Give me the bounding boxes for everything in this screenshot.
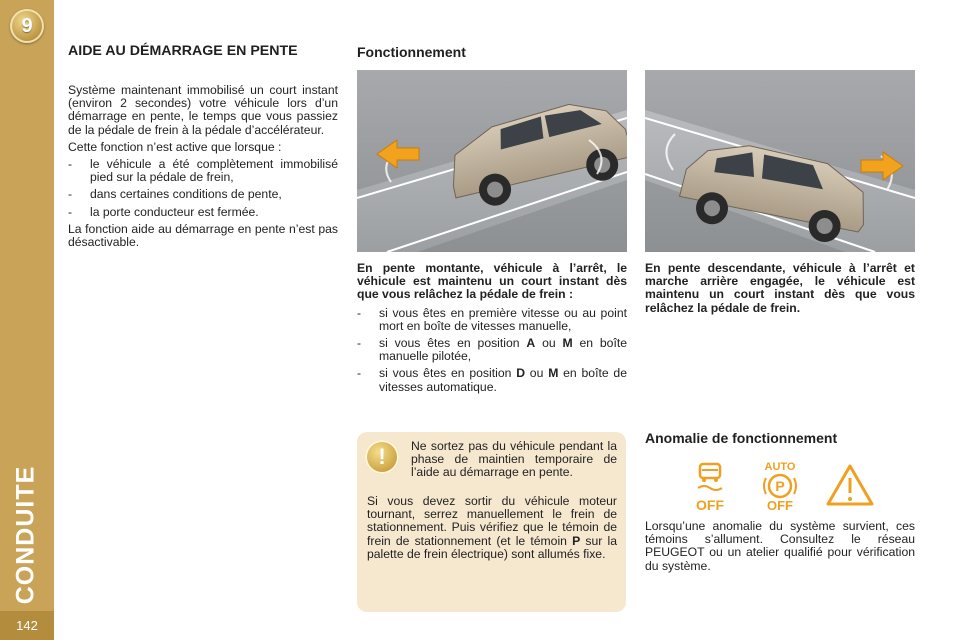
chapter-badge bbox=[10, 9, 44, 43]
list-item: - si vous êtes en position A ou M en boîte manuelle pilotée, bbox=[357, 337, 627, 363]
hill-assist-off-label: OFF bbox=[696, 497, 724, 513]
page-number: 142 bbox=[0, 611, 54, 640]
paragraph: La fonction aide au démarrage en pente n’est pas désactivable. bbox=[68, 221, 338, 250]
list-item: - si vous êtes en première vitesse ou au point mort en boîte de vitesses manuelle, bbox=[357, 307, 627, 333]
list-item: - si vous êtes en position D ou M en boîte de vitesses automatique. bbox=[357, 367, 627, 393]
list-item: - la porte conducteur est fermée. bbox=[68, 206, 338, 219]
hill-assist-off-icon bbox=[696, 464, 724, 513]
section-title-hill-start: AIDE AU DÉMARRAGE EN PENTE bbox=[68, 43, 298, 59]
parking-brake-auto-off-icon bbox=[764, 461, 796, 513]
parking-brake-off-label: OFF bbox=[767, 498, 793, 513]
malfunction-text: Lorsqu’une anomalie du système survient, ces témoins s’allument. Consultez le réseau PEUGEOT ou un atelier qualifié pour vérification du système. bbox=[645, 519, 915, 573]
warning-box bbox=[357, 432, 626, 612]
hill-start-description bbox=[68, 84, 338, 253]
warning-instructions: Si vous devez sortir du véhicule moteur tournant, serrez manuellement le frein de stationnement. Puis vérifiez que le témoin de frein de stationnement (et le témoin P sur la palette de frein électrique) sont allumés fixe. bbox=[367, 494, 617, 561]
section-title-operation: Fonctionnement bbox=[357, 44, 466, 60]
parking-brake-letter: P bbox=[775, 478, 785, 494]
downhill-heading: En pente descendante, véhicule à l’arrêt et marche arrière engagée, le véhicule est maintenu un court instant dès que vous relâchez la pédale de frein. bbox=[645, 261, 915, 315]
list-item: - dans certaines conditions de pente, bbox=[68, 188, 338, 201]
exclamation-icon: ! bbox=[365, 440, 399, 474]
uphill-heading: En pente montante, véhicule à l’arrêt, le véhicule est maintenu un court instant dès que vous relâchez la pédale de frein : bbox=[357, 261, 627, 302]
warning-lamps bbox=[690, 458, 890, 514]
paragraph: Système maintenant immobilisé un court instant (environ 2 secondes) votre véhicule lors d’un démarrage en pente, le temps que vous passiez de la pédale de frein à la pédale d’accélérateur. bbox=[68, 83, 338, 137]
chapter-sidebar bbox=[0, 0, 54, 640]
downhill-car-illustration bbox=[645, 70, 915, 252]
section-title-malfunction: Anomalie de fonctionnement bbox=[645, 430, 838, 446]
chapter-title: CONDUITE bbox=[11, 465, 40, 605]
chapter-number: 9 bbox=[21, 15, 33, 37]
uphill-description bbox=[357, 262, 627, 394]
parking-brake-auto-label: AUTO bbox=[764, 461, 796, 473]
list-item: - le véhicule a été complètement immobilisé pied sur la pédale de frein, bbox=[68, 158, 338, 184]
warning-text: Ne sortez pas du véhicule pendant la phase de maintien temporaire de l’aide au démarrage en pente. bbox=[411, 439, 617, 480]
uphill-car-illustration bbox=[357, 70, 627, 252]
paragraph: Cette fonction n’est active que lorsque : bbox=[68, 139, 282, 154]
warning-triangle-icon bbox=[828, 466, 872, 504]
downhill-description bbox=[645, 262, 915, 315]
